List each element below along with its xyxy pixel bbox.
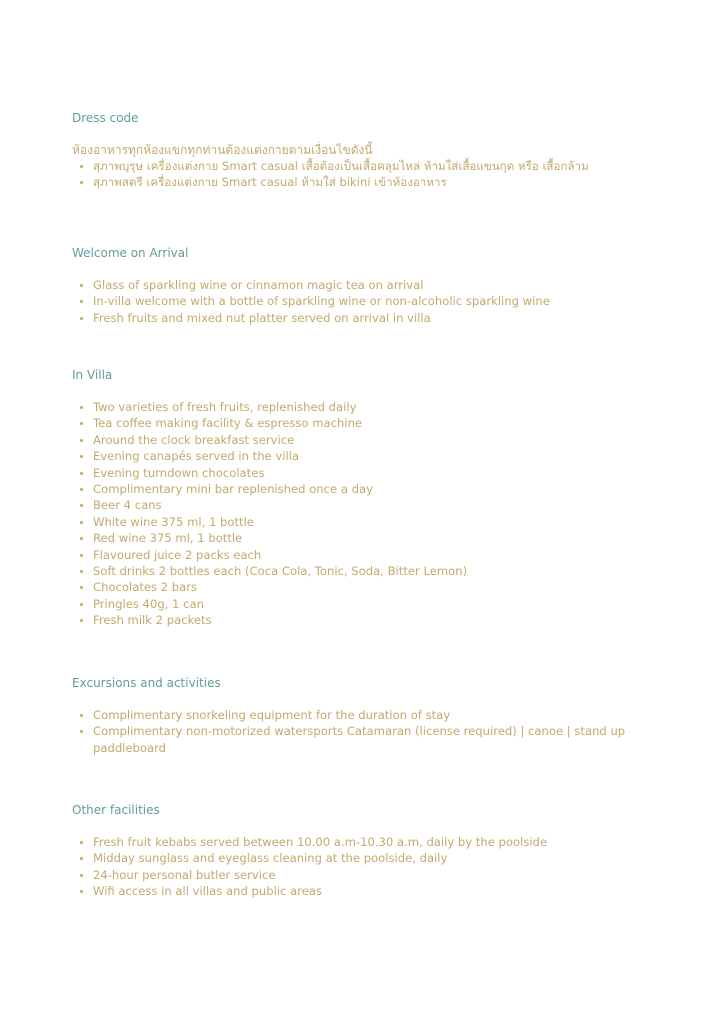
- bullet-icon: [80, 554, 83, 557]
- bullet-icon: [80, 841, 83, 844]
- list-item-text: Flavoured juice 2 packs each: [93, 547, 262, 562]
- list-item: [80, 481, 646, 497]
- list-item: [80, 514, 646, 530]
- list-item-text: In-villa welcome with a bottle of sparkling wine or non-alcoholic sparkling wine: [93, 294, 550, 309]
- welcome-list: [80, 277, 646, 326]
- list-item-text: Chocolates 2 bars: [93, 580, 198, 595]
- bullet-icon: [80, 570, 83, 573]
- bullet-icon: [80, 406, 83, 409]
- bullet-icon: [80, 181, 83, 184]
- list-item: [80, 563, 646, 579]
- list-item-text: Pringles 40g, 1 can: [93, 596, 204, 611]
- list-item: [80, 293, 646, 309]
- bullet-icon: [80, 488, 83, 491]
- list-item-text: สุภาพบุรุษ เครื่องแต่งกาย Smart casual เสื้อต้องเป็นเสื้อคลุมไหล่ ห้ามใส่เสื้อแขนกุด หรือ เสื้อกล้าม: [93, 159, 589, 173]
- list-item: [80, 723, 646, 756]
- list-item-text: Red wine 375 ml, 1 bottle: [93, 531, 243, 546]
- list-item-text: Complimentary non-motorized watersports Catamaran (license required) | canoe | stand up paddleboard: [93, 724, 626, 755]
- dress-code-intro: ห้องอาหารทุกห้องแขกทุกท่านต้องแต่งกายตามเงื่อนไขดังนี้: [72, 143, 373, 157]
- list-item: [80, 612, 646, 628]
- list-item-text: Tea coffee making facility & espresso machine: [93, 416, 363, 431]
- list-item: [80, 448, 646, 464]
- list-item: [80, 707, 646, 723]
- list-item-text: Midday sunglass and eyeglass cleaning at the poolside, daily: [93, 851, 448, 866]
- list-item-text: สุภาพสตรี เครื่องแต่งกาย Smart casual ห้ามใส่ bikini เข้าห้องอาหาร: [93, 175, 447, 190]
- list-item-text: Fresh fruits and mixed nut platter served on arrival in villa: [93, 310, 431, 325]
- list-item: [80, 497, 646, 513]
- in-villa-heading: In Villa: [72, 368, 113, 382]
- bullet-icon: [80, 455, 83, 458]
- bullet-icon: [80, 619, 83, 622]
- list-item-text: Soft drinks 2 bottles each (Coca Cola, Tonic, Soda, Bitter Lemon): [93, 564, 468, 579]
- bullet-icon: [80, 504, 83, 507]
- in-villa-list: [80, 399, 646, 629]
- other-facilities-heading: Other facilities: [72, 803, 160, 817]
- list-item: [80, 834, 646, 850]
- list-item: [80, 465, 646, 481]
- list-item: [80, 310, 646, 326]
- dress-code-list: [80, 158, 646, 191]
- dress-code-heading: Dress code: [72, 111, 139, 125]
- list-item: [80, 415, 646, 431]
- list-item-text: Beer 4 cans: [93, 498, 162, 513]
- bullet-icon: [80, 300, 83, 303]
- list-item-text: Evening turndown chocolates: [93, 465, 265, 480]
- list-item: [80, 277, 646, 293]
- list-item: [80, 547, 646, 563]
- list-item-text: White wine 375 ml, 1 bottle: [93, 514, 254, 529]
- list-item: [80, 158, 646, 174]
- bullet-icon: [80, 730, 83, 733]
- bullet-icon: [80, 521, 83, 524]
- list-item: [80, 432, 646, 448]
- list-item-text: Fresh fruit kebabs served between 10.00 a.m-10.30 a.m, daily by the poolside: [93, 835, 548, 849]
- other-facilities-list: [80, 834, 646, 900]
- list-item: [80, 399, 646, 415]
- bullet-icon: [80, 284, 83, 287]
- list-item: [80, 530, 646, 546]
- bullet-icon: [80, 890, 83, 893]
- list-item-text: Evening canapés served in the villa: [93, 449, 300, 464]
- list-item-text: 24-hour personal butler service: [93, 867, 276, 882]
- list-item-text: Around the clock breakfast service: [93, 432, 295, 447]
- list-item: [80, 579, 646, 595]
- bullet-icon: [80, 586, 83, 589]
- bullet-icon: [80, 537, 83, 540]
- bullet-icon: [80, 603, 83, 606]
- bullet-icon: [80, 165, 83, 168]
- list-item-text: Glass of sparkling wine or cinnamon magic tea on arrival: [93, 278, 424, 292]
- list-item: [80, 867, 646, 883]
- list-item: [80, 174, 646, 190]
- list-item: [80, 596, 646, 612]
- bullet-icon: [80, 422, 83, 425]
- welcome-heading: Welcome on Arrival: [72, 246, 189, 260]
- list-item-text: Complimentary mini bar replenished once a day: [93, 482, 373, 497]
- bullet-icon: [80, 857, 83, 860]
- bullet-icon: [80, 317, 83, 320]
- excursions-heading: Excursions and activities: [72, 676, 221, 690]
- excursions-list: [80, 707, 646, 756]
- bullet-icon: [80, 874, 83, 877]
- list-item-text: Two varieties of fresh fruits, replenished daily: [93, 400, 357, 414]
- bullet-icon: [80, 439, 83, 442]
- list-item: [80, 883, 646, 899]
- bullet-icon: [80, 714, 83, 717]
- list-item-text: Wifi access in all villas and public areas: [93, 884, 322, 899]
- list-item-text: Fresh milk 2 packets: [93, 613, 212, 628]
- list-item-text: Complimentary snorkeling equipment for the duration of stay: [93, 708, 451, 722]
- bullet-icon: [80, 472, 83, 475]
- list-item: [80, 850, 646, 866]
